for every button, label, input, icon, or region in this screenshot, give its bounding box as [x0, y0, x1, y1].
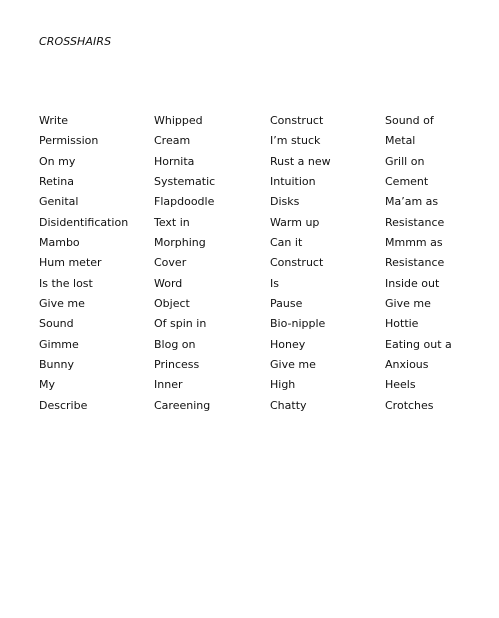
poem-word: Mambo: [39, 236, 80, 250]
poem-word: Give me: [270, 358, 316, 372]
poem-word: Disks: [270, 195, 300, 209]
poem-word: Of spin in: [154, 317, 207, 331]
poem-word: Word: [154, 276, 183, 290]
poem-word: Permission: [39, 134, 99, 148]
poem-column-3: [270, 114, 331, 419]
poem-word: Disidentification: [39, 215, 129, 229]
poem-word: Metal: [385, 134, 416, 148]
poem-word: Text in: [154, 215, 190, 229]
poem-word: Careening: [154, 398, 211, 412]
poem-word: My: [39, 378, 56, 392]
poem-word: Chatty: [270, 398, 307, 412]
poem-word: Sound of: [385, 114, 434, 127]
poem-word: Inside out: [385, 276, 440, 290]
poem-word: Hum meter: [39, 256, 102, 270]
poem-word: Rust a new: [270, 154, 331, 168]
poem-word: Genital: [39, 195, 79, 209]
poem-word: Honey: [270, 337, 306, 351]
poem-word: Is the lost: [39, 276, 93, 290]
poem-word: On my: [39, 154, 76, 168]
poem-word: Princess: [154, 358, 200, 372]
poem-word: Blog on: [154, 337, 196, 351]
poem-column-2: [154, 114, 215, 419]
poem-word: Gimme: [39, 337, 79, 351]
poem-word: Object: [154, 297, 190, 311]
poem-word: Pause: [270, 297, 303, 311]
poem-word: Retina: [39, 175, 74, 189]
poem-word: Systematic: [154, 175, 216, 189]
poem-word: Hornita: [154, 154, 195, 168]
poem-word: I’m stuck: [270, 134, 321, 148]
page-title: CROSSHAIRS: [39, 35, 112, 48]
poem-word: Grill on: [385, 154, 425, 168]
poem-word: Cement: [385, 175, 429, 189]
poem-word: Warm up: [270, 215, 320, 229]
poem-word: Eating out a: [385, 337, 452, 351]
poem-word: Describe: [39, 398, 88, 412]
poem-word: Hottie: [385, 317, 419, 331]
poem-word: Crotches: [385, 398, 434, 412]
poem-word: Cream: [154, 134, 191, 148]
poem-word: Ma’am as: [385, 195, 439, 209]
poem-word: Resistance: [385, 215, 445, 229]
poem-word: Mmmm as: [385, 236, 443, 250]
poem-word: Resistance: [385, 256, 445, 270]
poem-word: Can it: [270, 236, 303, 250]
poem-column-1: [39, 114, 128, 419]
poem-word: Intuition: [270, 175, 316, 189]
poem-word: Give me: [385, 297, 431, 311]
poem-word: Whipped: [154, 114, 203, 127]
poem-word: Bunny: [39, 358, 74, 372]
poem-word: Give me: [39, 297, 85, 311]
poem-word: Heels: [385, 378, 416, 392]
poem-word: Is: [270, 276, 279, 290]
poem-column-4: [385, 114, 452, 419]
poem-word: Bio-nipple: [270, 317, 326, 331]
poem-word: Morphing: [154, 236, 206, 250]
poem-word: Cover: [154, 256, 187, 270]
poem-word: Anxious: [385, 358, 429, 372]
poem-body: [0, 114, 499, 414]
poem-word: High: [270, 378, 296, 392]
poem-word: Flapdoodle: [154, 195, 215, 209]
poem-word: Write: [39, 114, 69, 127]
poem-word: Construct: [270, 256, 324, 270]
poem-word: Sound: [39, 317, 74, 331]
poem-word: Inner: [154, 378, 183, 392]
poem-word: Construct: [270, 114, 324, 127]
